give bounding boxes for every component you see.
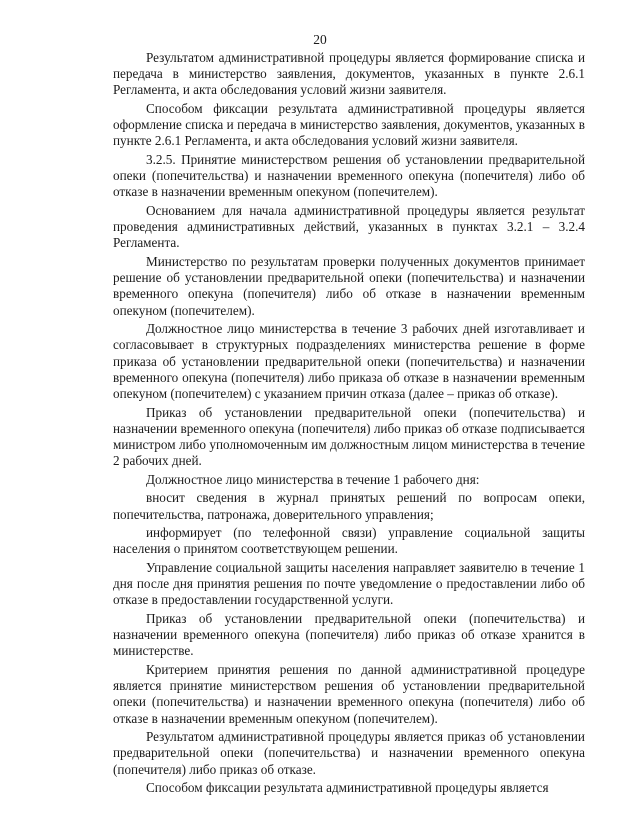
- paragraph: Способом фиксации результата административной процедуры является оформление списка и передача в министерство заявления, документов, указанных в пункте 2.6.1 Регламента, и акта обследования условий жизни заявителя.: [113, 101, 585, 149]
- paragraph: Должностное лицо министерства в течение 1 рабочего дня:: [146, 471, 480, 487]
- paragraph: Результатом административной процедуры является приказ об установлении предварительной опеки (попечительства) и назначении временного опекуна (попечителя) либо приказ об отказе.: [113, 729, 585, 777]
- paragraph: Критерием принятия решения по данной административной процедуре является принятие министерством решения об установлении предварительной опеки (попечительства) и назначении временного опекуна (попечителя) либо об отказе в назначении временным опекуном (попечителем).: [113, 662, 585, 726]
- paragraph: Должностное лицо министерства в течение 3 рабочих дней изготавливает и согласовывает в структурных подразделениях министерства решение в форме приказа об установлении предварительной опеки (попечительства) и назначении временного опекуна (попечителя) либо приказа об отказе в назначении временным опекуном (попечителем) с указанием причин отказа (далее – приказ об отказе).: [113, 321, 585, 402]
- list-item: информирует (по телефонной связи) управление социальной защиты населения о принятом соответствующем решении.: [113, 525, 585, 557]
- page-number: 20: [313, 32, 327, 47]
- paragraph: Результатом административной процедуры является формирование списка и передача в министерство заявления, документов, указанных в пункте 2.6.1 Регламента, и акта обследования условий жизни заявителя.: [113, 50, 585, 98]
- paragraph: Приказ об установлении предварительной опеки (попечительства) и назначении временного опекуна (попечителя) либо приказ об отказе подписывается министром либо уполномоченным им должностным лицом министерства в течение 2 рабочих дней.: [113, 404, 585, 469]
- document-body: [113, 50, 585, 799]
- list-item: вносит сведения в журнал принятых решений по вопросам опеки, попечительства, патронажа, доверительного управления;: [113, 490, 585, 522]
- paragraph: Управление социальной защиты населения направляет заявителю в течение 1 дня после дня принятия решения по почте уведомление о предоставлении либо об отказе в предоставлении государственной услуги.: [113, 560, 585, 608]
- section-heading: 3.2.5. Принятие министерством решения об установлении предварительной опеки (попечительства) и назначении временного опекуна (попечителя) либо об отказе в назначении временным опекуном (попечителем).: [113, 152, 585, 200]
- paragraph: Приказ об установлении предварительной опеки (попечительства) и назначении временного опекуна (попечителя) либо приказ об отказе хранится в министерстве.: [113, 611, 585, 659]
- paragraph: Способом фиксации результата административной процедуры является: [146, 780, 549, 796]
- paragraph: Основанием для начала административной процедуры является результат проведения административных действий, указанных в пунктах 3.2.1 – 3.2.4 Регламента.: [113, 203, 585, 251]
- paragraph: Министерство по результатам проверки полученных документов принимает решение об установлении предварительной опеки (попечительства) и назначении временного опекуна (попечителя) либо об отказе в назначении временным опекуном (попечителем).: [113, 254, 585, 318]
